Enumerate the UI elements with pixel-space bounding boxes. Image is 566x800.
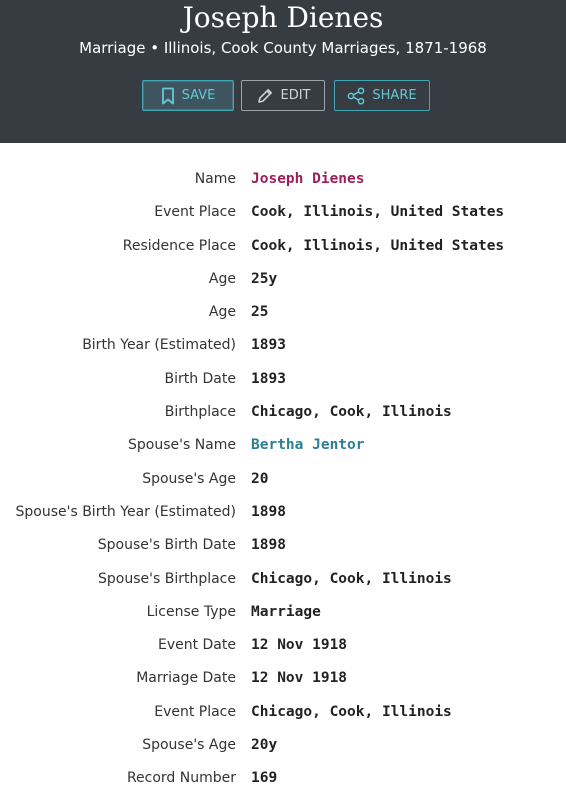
detail-row-event-place [0, 196, 566, 229]
field-label: Birthplace [164, 404, 236, 421]
field-value: 1898 [251, 503, 286, 520]
detail-row-spouse-birth-year-estimated [0, 496, 566, 529]
field-label: Event Place [154, 204, 236, 221]
detail-row-record-number [0, 762, 566, 795]
principal-name-link[interactable]: Joseph Dienes [251, 171, 365, 187]
page-title: Joseph Dienes [182, 1, 384, 34]
record-header [0, 0, 566, 143]
save-button[interactable] [142, 80, 234, 111]
field-label: Spouse's Birth Year (Estimated) [15, 503, 236, 520]
pencil-icon [256, 87, 274, 105]
field-value: 1898 [251, 537, 286, 554]
field-value: 25y [251, 270, 278, 287]
record-details [0, 163, 566, 796]
detail-row-name [0, 163, 566, 196]
field-label: Event Place [154, 703, 236, 720]
bookmark-icon [161, 87, 175, 105]
field-label: Birth Date [164, 370, 236, 387]
detail-row-license-type [0, 596, 566, 629]
field-value: 20 [251, 470, 269, 487]
field-value: Marriage [251, 603, 321, 620]
field-label: Age [208, 270, 236, 287]
field-value: 1893 [251, 337, 286, 354]
field-value: 20y [251, 737, 278, 754]
share-icon [347, 87, 365, 105]
field-value: 25 [251, 304, 269, 321]
share-button-label: SHARE [372, 88, 417, 103]
field-value: Cook, Illinois, United States [251, 204, 505, 221]
detail-row-spouse-birth-date [0, 529, 566, 562]
field-value: Chicago, Cook, Illinois [251, 703, 452, 720]
detail-row-event-date [0, 629, 566, 662]
edit-button-label: EDIT [280, 88, 311, 103]
field-label: Spouse's Birth Date [97, 537, 236, 554]
field-label: Spouse's Name [127, 437, 236, 454]
detail-row-birth-date [0, 363, 566, 396]
share-button[interactable] [334, 80, 430, 111]
detail-row-spouse-name [0, 429, 566, 462]
record-collection-subtitle: Marriage • Illinois, Cook County Marriages, 1871-1968 [79, 39, 487, 57]
field-label: Spouse's Birthplace [98, 570, 236, 587]
field-value: Chicago, Cook, Illinois [251, 404, 452, 421]
field-label: Age [208, 304, 236, 321]
spouse-name-link[interactable]: Bertha Jentor [251, 437, 365, 454]
detail-row-birthplace [0, 396, 566, 429]
detail-row-age [0, 263, 566, 296]
field-value: Chicago, Cook, Illinois [251, 570, 452, 587]
field-label: Residence Place [122, 237, 236, 254]
field-label: Event Date [157, 637, 236, 654]
detail-row-marriage-date [0, 662, 566, 695]
field-label: Spouse's Age [142, 737, 236, 754]
detail-row-age [0, 296, 566, 329]
detail-row-residence-place [0, 230, 566, 263]
field-value: Cook, Illinois, United States [251, 237, 505, 254]
field-label: License Type [146, 603, 236, 620]
field-value: 12 Nov 1918 [251, 670, 348, 687]
detail-row-spouse-birthplace [0, 563, 566, 596]
detail-row-spouse-age [0, 729, 566, 762]
field-label: Spouse's Age [142, 470, 236, 487]
field-label: Record Number [126, 770, 236, 787]
edit-button[interactable] [241, 80, 325, 111]
field-label: Name [194, 171, 236, 187]
detail-row-spouse-age [0, 463, 566, 496]
field-value: 1893 [251, 370, 286, 387]
field-value: 169 [251, 770, 278, 787]
field-label: Birth Year (Estimated) [82, 337, 236, 354]
field-value: 12 Nov 1918 [251, 637, 348, 654]
detail-row-event-place [0, 696, 566, 729]
field-label: Marriage Date [136, 670, 236, 687]
detail-row-birth-year-estimated [0, 329, 566, 362]
save-button-label: SAVE [181, 88, 216, 103]
